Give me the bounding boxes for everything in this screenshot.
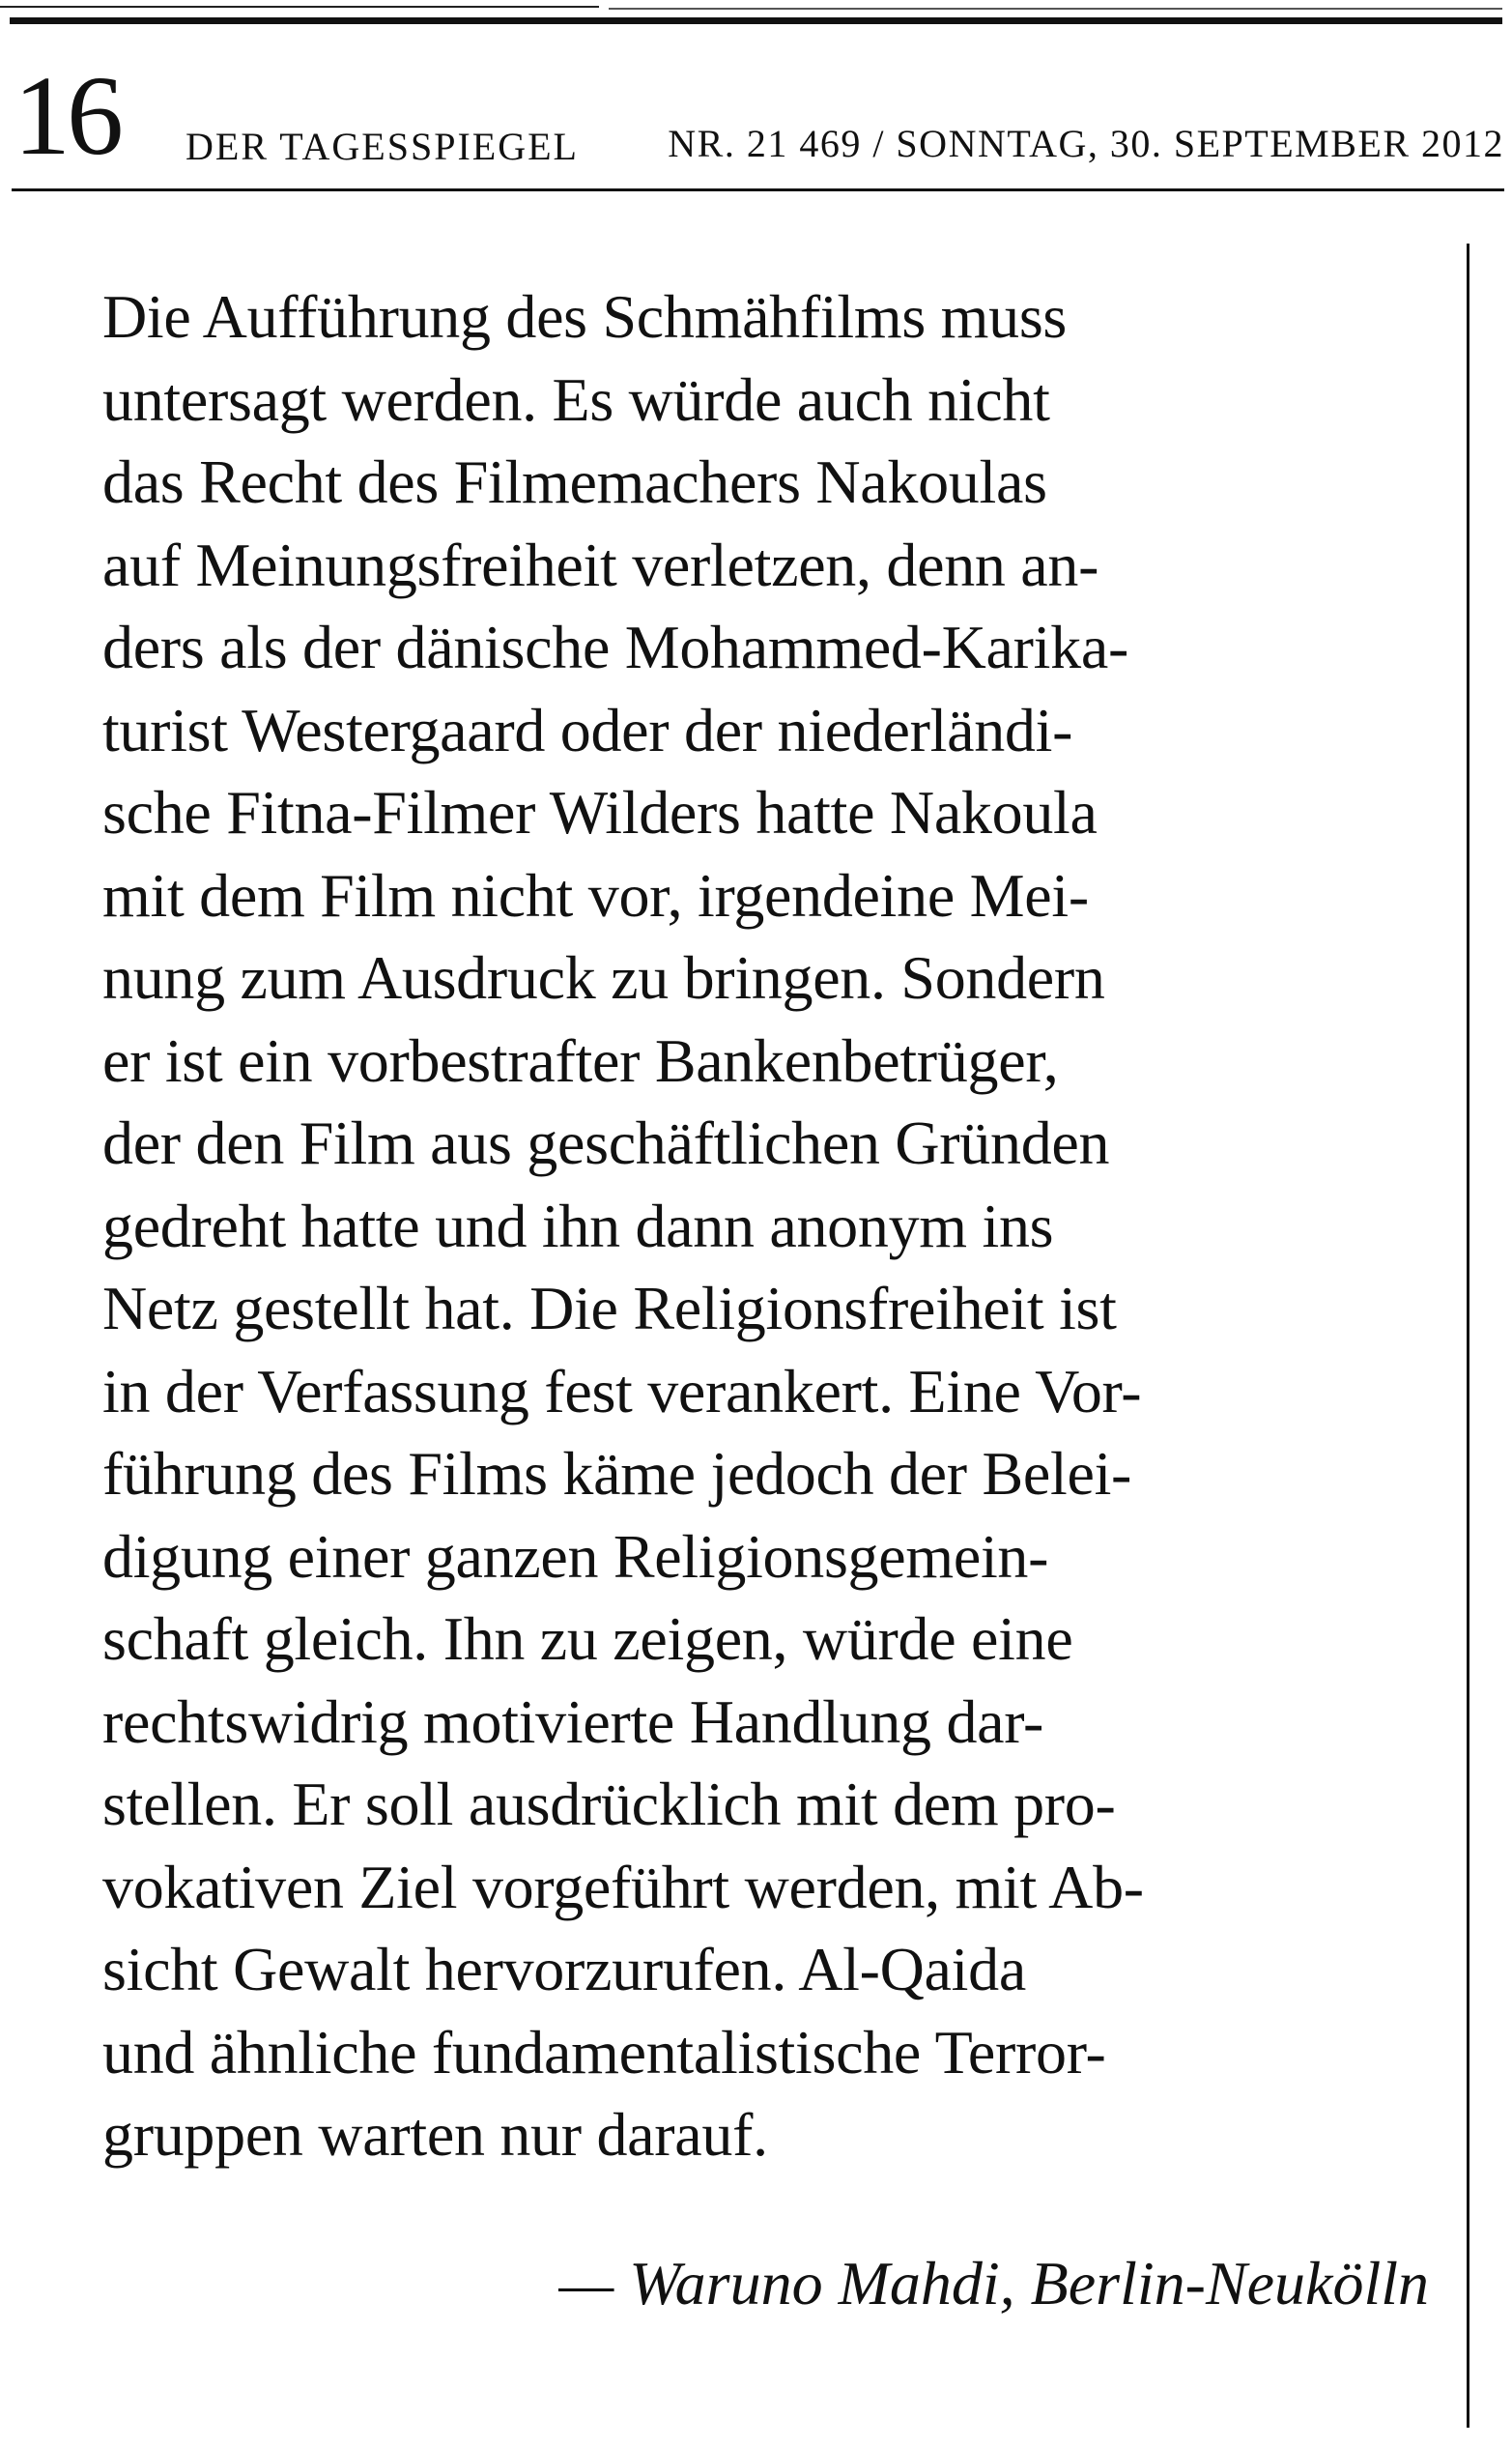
letter-line: stellen. Er soll ausdrücklich mit dem pro- [102, 1770, 1116, 1838]
letter-line: führung des Films käme jedoch der Belei- [102, 1439, 1132, 1508]
masthead [12, 43, 1504, 188]
letter-line: das Recht des Filmemachers Nakoulas [102, 447, 1047, 516]
top-thick-rule [10, 17, 1502, 24]
letter-line: vokativen Ziel vorgeführt werden, mit Ab- [102, 1852, 1144, 1921]
issue-info: NR. 21 469 / SONNTAG, 30. SEPTEMBER 2012 [668, 122, 1504, 165]
page-number: 16 [14, 52, 120, 179]
header-rule [12, 188, 1504, 191]
top-thin-rule [0, 6, 599, 8]
letter-line: turist Westergaard oder der niederländi- [102, 695, 1073, 764]
letter-line: er ist ein vorbestrafter Bankenbetrüger, [102, 1025, 1059, 1095]
letter-line: Die Aufführung des Schmähfilms muss [102, 282, 1068, 351]
letter-line: der den Film aus geschäftlichen Gründen [102, 1108, 1110, 1177]
letter-line: gruppen warten nur darauf. [102, 2100, 768, 2169]
letter-line: schaft gleich. Ihn zu zeigen, würde eine [102, 1604, 1073, 1673]
letter-line: rechtswidrig motivierte Handlung dar- [102, 1686, 1043, 1756]
letter-line: untersagt werden. Es würde auch nicht [102, 364, 1050, 434]
letter-body [102, 275, 1445, 2176]
top-thin-rule-right [609, 8, 1502, 10]
letter-line: Netz gestellt hat. Die Religionsfreiheit ist [102, 1274, 1117, 1342]
newspaper-name: DER TAGESSPIEGEL [185, 125, 579, 168]
letter-line: gedreht hatte und ihn dann anonym ins [102, 1191, 1054, 1260]
letter-signature: — Waruno Mahdi, Berlin-Neukölln [558, 2249, 1429, 2317]
letter-line: mit dem Film nicht vor, irgendeine Mei- [102, 860, 1089, 930]
letter-line: sicht Gewalt hervorzurufen. Al-Qaida [102, 1935, 1026, 2003]
letter-line: digung einer ganzen Religionsgemein- [102, 1521, 1049, 1591]
column-rule [1467, 244, 1469, 2428]
letter-line: auf Meinungsfreiheit verletzen, denn an- [102, 530, 1099, 599]
letter-line: ders als der dänische Mohammed-Karika- [102, 613, 1128, 681]
letter-line: in der Verfassung fest verankert. Eine Vor- [102, 1356, 1142, 1425]
letter-line: sche Fitna-Filmer Wilders hatte Nakoula [102, 778, 1098, 847]
letter-line: nung zum Ausdruck zu bringen. Sondern [102, 943, 1105, 1012]
letter-line: und ähnliche fundamentalistische Terror- [102, 2017, 1106, 2087]
